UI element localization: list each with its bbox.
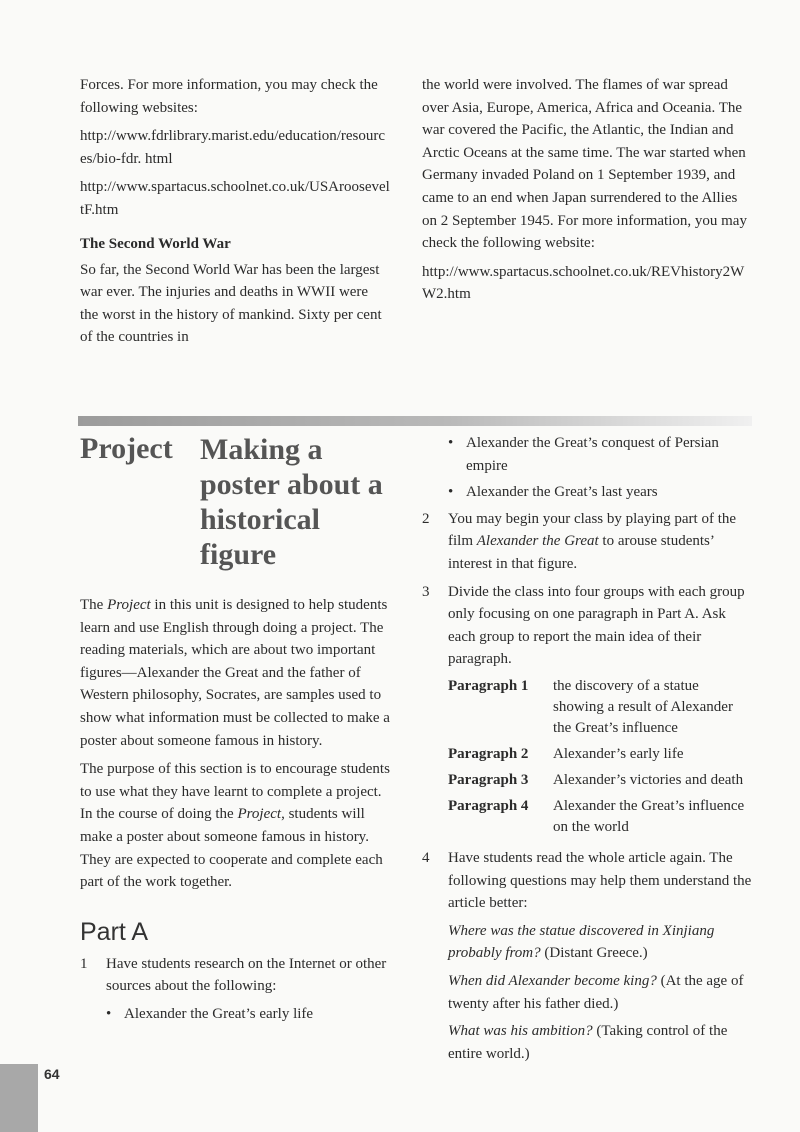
step-number: 3 — [422, 583, 430, 600]
part-a-heading: Part A — [80, 917, 149, 946]
answer-text: (At the age of twenty after his father died.) — [448, 972, 744, 1012]
top-left-column — [80, 74, 390, 355]
step-number: 4 — [422, 849, 430, 866]
text-run: , students will make a poster about someone famous in history. They are expected to cooperate and complete each part of the work together. — [80, 806, 383, 891]
bullet-icon: • — [106, 1005, 112, 1022]
answer-text: (Distant Greece.) — [540, 945, 648, 962]
text-run: The purpose of this section is to encourage students to use what they have learnt to complete a project. In the course of doing the — [80, 761, 390, 823]
bullet-icon: • — [448, 484, 454, 501]
question-item — [448, 1020, 752, 1065]
page-number-tab — [0, 1064, 38, 1132]
step-text — [448, 508, 752, 576]
fdr-library-link[interactable]: http://www.fdrlibrary.marist.edu/education/resources/bio-fdr. html — [80, 128, 386, 167]
paragraph-summary: Alexander’s early life — [553, 745, 684, 762]
paragraph-summary-list — [448, 676, 752, 843]
question-text: Where was the statue discovered in Xinjiang probably from? — [448, 922, 715, 962]
project-left-column — [80, 594, 390, 1030]
text-run: You may begin your class by playing part of the film — [448, 510, 737, 550]
step-number: 1 — [80, 955, 88, 972]
project-title: Making a poster about a historical figure — [200, 433, 383, 571]
paragraph-label: Paragraph 4 — [448, 797, 529, 814]
bullet-text: Alexander the Great’s last years — [466, 484, 658, 501]
page-number: 64 — [44, 1066, 60, 1082]
project-purpose-paragraph — [80, 758, 390, 894]
paragraph-label: Paragraph 2 — [448, 745, 529, 762]
step-3 — [422, 581, 752, 671]
step-text: Have students read the whole article again. The following questions may help them understand the article better: — [448, 849, 752, 912]
question-item — [448, 970, 752, 1015]
ww2-paragraph-continued: the world were involved. The flames of war spread over Asia, Europe, America, Africa and Oceania. The war covered the Pacific, the Atlantic, the Indian and Arctic Oceans at the same time. The war started when Germany invaded Poland on 1 September 1939, and came to an end when Japan surrendered to the Allies on 2 September 1945. For more information, you may check the following website: — [422, 77, 747, 252]
bullet-item — [106, 1003, 390, 1026]
project-right-column — [422, 432, 752, 1070]
question-item — [448, 920, 752, 965]
answer-text: (Taking control of the entire world.) — [448, 1023, 728, 1062]
question-text: What was his ambition? — [448, 1023, 593, 1040]
ww2-paragraph: So far, the Second World War has been the largest war ever. The injuries and deaths in WWII were the worst in the history of mankind. Sixty per cent of the countries in — [80, 261, 382, 346]
step-4 — [422, 847, 752, 915]
paragraph-summary: Alexander the Great’s influence on the world — [553, 797, 745, 835]
text-run: to arouse students’ interest in that figure. — [448, 533, 714, 572]
text-run-italic: Project — [237, 806, 282, 823]
project-label: Project — [80, 432, 173, 465]
step-number: 2 — [422, 510, 430, 527]
bullet-text: Alexander the Great’s conquest of Persian empire — [466, 435, 719, 474]
step-2 — [422, 508, 752, 576]
bullet-text: Alexander the Great’s early life — [124, 1005, 314, 1022]
step-1 — [80, 953, 390, 998]
paragraph-summary: the discovery of a statue showing a result of Alexander the Great’s influence — [553, 677, 733, 736]
film-title: Alexander the Great — [476, 533, 599, 550]
paragraph-summary: Alexander’s victories and death — [553, 771, 744, 788]
text-run: in this unit is designed to help students learn and use English through doing a project. The reading materials, which are about two important figures—Alexander the Great and the father of Western philosophy, Socrates, are samples used to show what information must be collected to make a poster about someone famous in history. — [80, 597, 390, 749]
paragraph-label: Paragraph 3 — [448, 771, 529, 788]
top-right-column — [422, 74, 752, 312]
bullet-item — [448, 481, 752, 504]
bullet-item — [448, 432, 752, 477]
bullet-icon: • — [448, 435, 454, 451]
section-divider — [78, 416, 752, 426]
intro-text: Forces. For more information, you may check the following websites: — [80, 77, 378, 116]
text-run-italic: Project — [107, 597, 151, 613]
text-run: The — [80, 597, 108, 613]
project-intro-paragraph — [80, 594, 390, 752]
step-text: Have students research on the Internet or other sources about the following: — [106, 955, 387, 995]
ww2-section-heading: The Second World War — [80, 235, 231, 252]
step-text: Divide the class into four groups with each group only focusing on one paragraph in Part A. Ask each group to report the main idea of their paragraph. — [448, 583, 745, 668]
question-text: When did Alexander become king? — [448, 972, 657, 989]
spartacus-roosevelt-link[interactable]: http://www.spartacus.schoolnet.co.uk/USArooseveltF.htm — [80, 179, 390, 218]
spartacus-ww2-link[interactable]: http://www.spartacus.schoolnet.co.uk/REVhistory2WW2.htm — [422, 263, 745, 303]
paragraph-label: Paragraph 1 — [448, 677, 529, 694]
